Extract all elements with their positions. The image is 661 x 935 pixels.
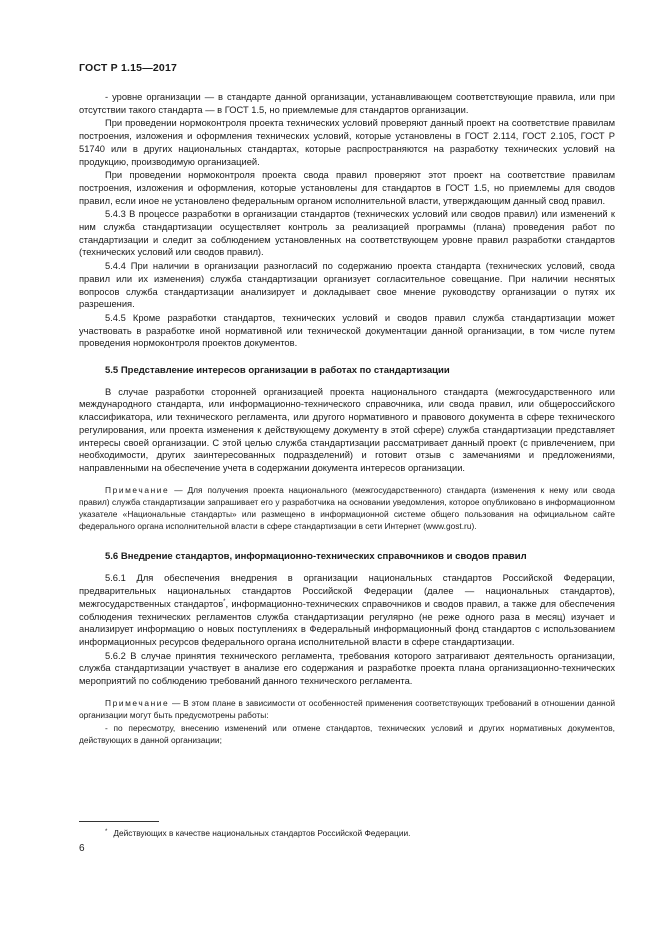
- paragraph-5-4-5: 5.4.5 Кроме разработки стандартов, технических условий и сводов правил служба стандартизации может участвовать в разработке иной нормативной или технической документации данной организации, в том числе путем проведения нормоконтроля проектов документов.: [79, 312, 615, 349]
- note-text: — В этом плане в зависимости от особенностей применения соответствующих требований в отношении данной организации могут быть предусмотрены работы:: [79, 697, 615, 720]
- paragraph-5-6-2: 5.6.2 В случае принятия технического регламента, требования которого затрагивают деятельность организации, служба стандартизации участвует в анализе его содержания и разработке проекта плана организационно-технических мероприятий по соблюдению требований данного технического регламента.: [79, 650, 615, 687]
- paragraph-tech-conditions-check: При проведении нормоконтроля проекта технических условий проверяют данный проект на соответствие правилам построения, изложения и оформления технических условий, которые установлены в ГОСТ 2.114, ГОСТ 2.105, ГОСТ Р 51740 или в других национальных стандартах, которые распространяются на разработку технических условий на продукцию, производимую организацией.: [79, 118, 615, 167]
- footnote-mark: *: [105, 829, 108, 835]
- paragraph-5-4-4: 5.4.4 При наличии в организации разногласий по содержанию проекта стандарта (технических условий, свода правил или их изменения) служба стандартизации организует согласительное совещание. При наличии неснятых вопросов служба стандартизации анализирует и докладывает свое мнение руководству организации о путях их разрешения.: [79, 261, 615, 310]
- section-5-5-body: В случае разработки сторонней организацией проекта национального стандарта (межгосударственного или международного стандарта, или информационно-технического справочника, или свода правил, или общероссийского классификатора, или технического регламента, или другого нормативного и правового документа в сфере технического регулирования, или проекта изменения к действующему документу в этой сфере) служба стандартизации представляет интересы своей организации. С этой целью служба стандартизации рассматривает данный проект (с привлечением, при необходимости, других заинтересованных подразделений) и готовит отзыв с замечаниями и предложениями, направленными на обеспечение учета в содержании документа интересов организации.: [79, 386, 615, 473]
- footnote: [105, 826, 615, 839]
- section-5-5-heading: 5.5 Представление интересов организации в работах по стандартизации: [105, 365, 450, 377]
- section-5-6-note-item: - по пересмотру, внесению изменений или отмене стандартов, технических условий и других нормативных документов, действующих в данной организации;: [79, 722, 615, 745]
- paragraph-5-4-3: 5.4.3 В процессе разработки в организации стандартов (технических условий или сводов правил) или изменений к ним служба стандартизации осуществляет контроль за реализацией программы (плана) проведения работ по стандартизации и следит за соблюдением установленных на соответствующем уровне правил разработки стандартов (технических условий или сводов правил).: [79, 209, 615, 258]
- paragraph-5-6-1-end: , информационно-технических справочников и сводов правил, а также для обеспечения соблюдения технических регламентов служба стандартизации регулярно (не реже одного раза в месяц) изучает и анализирует информацию о новых поступлениях в Федеральный информационный фонд стандартов с использованием информационных ресурсов федерального органа исполнительной власти в сфере стандартизации.: [79, 598, 615, 647]
- section-5-6-note: [79, 697, 615, 721]
- section-5-5-note: [79, 484, 615, 532]
- footnote-divider: [79, 821, 159, 822]
- paragraph-org-level: - уровне организации — в стандарте данной организации, устанавливающем соответствующие правила, или при отсутствии такого стандарта — в ГОСТ 1.5, но приемлемые для стандартов организации.: [79, 92, 615, 115]
- document-header: ГОСТ Р 1.15—2017: [79, 62, 178, 74]
- footnote-text: Действующих в качестве национальных стандартов Российской Федерации.: [113, 828, 411, 838]
- paragraph-5-6-1-start: 5.6.1 Для обеспечения внедрения в организации национальных стандартов Российской Федерации, предварительных национальных стандартов Российской Федерации (далее — национальных стандартов), межгосударственных стандартов: [79, 573, 615, 609]
- page-body: [79, 91, 615, 746]
- note-label: Примечание: [105, 697, 170, 708]
- section-5-6-heading: 5.6 Внедрение стандартов, информационно-технических справочников и сводов правил: [105, 550, 527, 562]
- paragraph-5-6-1: [79, 572, 615, 648]
- paragraph-code-of-practice-check: При проведении нормоконтроля проекта свода правил проверяют этот проект на соответствие правилам построения, изложения и оформления, которые установлены для стандартов в ГОСТ 1.5, но приемлемы для сводов правил, если иное не установлено федеральным органом исполнительной власти, утверждающим данный свод правил.: [79, 170, 615, 206]
- note-text: — Для получения проекта национального (межгосударственного) стандарта (изменения к нему или свода правил) служба стандартизации запрашивает его у разработчика на основании уведомления, которое опубликовано в информационном указателе «Национальные стандарты» или размещено в информационной системе общего пользования на официальном сайте федерального органа исполнительной власти в сфере стандартизации в сети Интернет (www.gost.ru).: [79, 484, 615, 531]
- note-label: Примечание: [105, 484, 170, 495]
- page-number: 6: [79, 843, 85, 854]
- footnote-reference: *: [223, 598, 226, 605]
